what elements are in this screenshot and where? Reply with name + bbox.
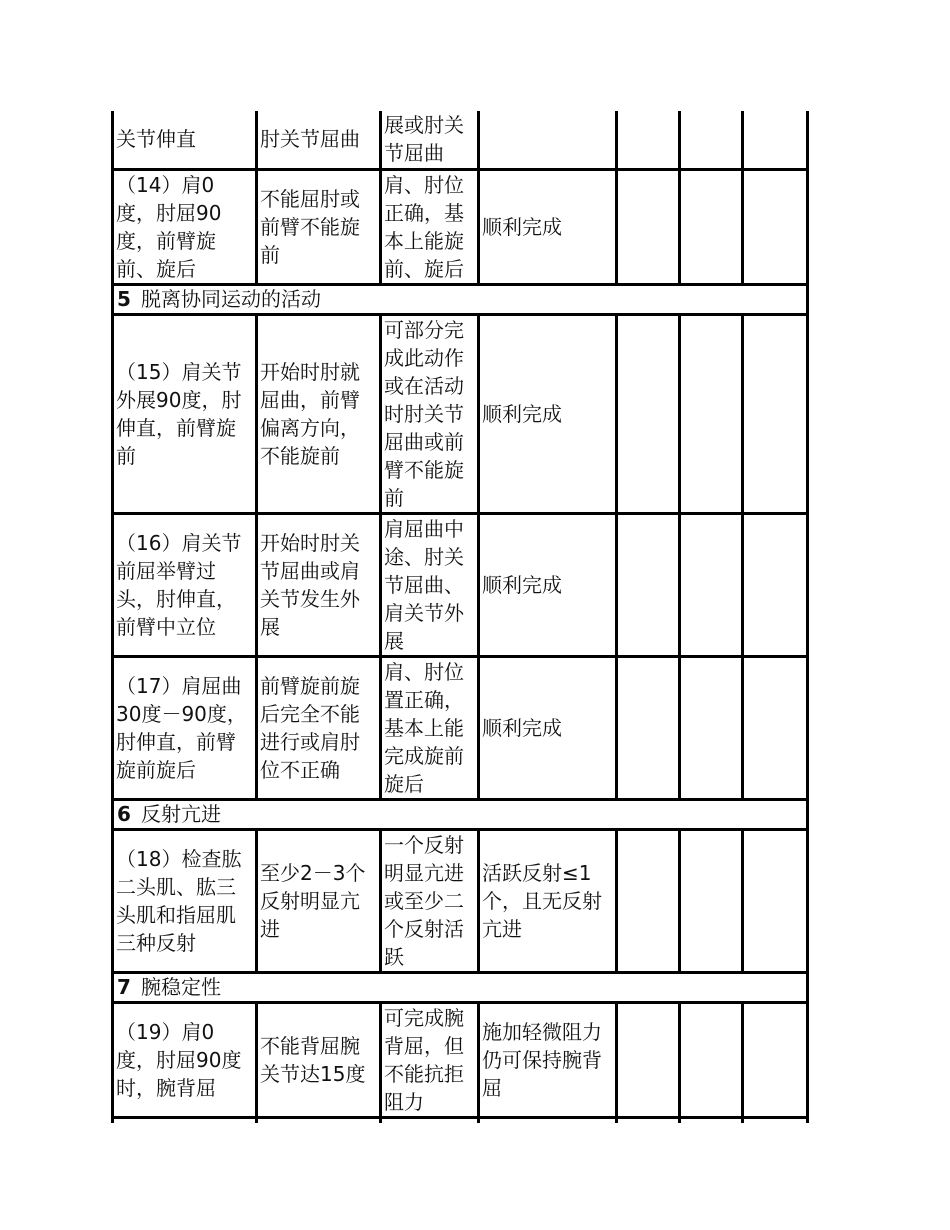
cell-test-item: 关节伸直 xyxy=(113,111,257,169)
cell-blank xyxy=(680,656,743,799)
table-row xyxy=(113,513,808,656)
section-number: 5 xyxy=(117,287,131,311)
section-title: 反射亢进 xyxy=(141,802,221,826)
cell-blank xyxy=(680,1117,743,1123)
cell-score-2: 顺利完成 xyxy=(479,513,617,656)
cell-blank xyxy=(680,111,743,169)
section-row xyxy=(113,284,808,314)
cell-test-item: （15）肩关节外展90度，肘伸直，前臂旋前 xyxy=(113,314,257,513)
cell-blank xyxy=(680,169,743,284)
cell-blank xyxy=(617,1002,680,1117)
cell-blank xyxy=(743,829,808,972)
cell-score-0: 开始时肘就屈曲，前臂偏离方向，不能旋前 xyxy=(257,314,381,513)
cell-score-2: 施加轻微阻力仍可保持腕背屈 xyxy=(479,1002,617,1117)
cell-score-1: 可部分完成此动作或在活动时肘关节屈曲或前臂不能旋前 xyxy=(381,314,479,513)
cell-score-0: 前臂旋前旋后完全不能进行或肩肘位不正确 xyxy=(257,656,381,799)
section-heading xyxy=(113,799,808,829)
cell-score-2 xyxy=(479,111,617,169)
cell-test-item: （14）肩0度，肘屈90度，前臂旋前、旋后 xyxy=(113,169,257,284)
cell-test-item: （16）肩关节前屈举臂过头，肘伸直，前臂中立位 xyxy=(113,513,257,656)
cell-score-2: 活跃反射≤1个，且无反射亢进 xyxy=(479,829,617,972)
cell-score-2: 顺利完成 xyxy=(479,169,617,284)
cell-score-0: 不能屈肘或前臂不能旋前 xyxy=(257,169,381,284)
section-number: 6 xyxy=(117,802,131,826)
cell-blank xyxy=(617,656,680,799)
section-number: 7 xyxy=(117,975,131,999)
cell-blank xyxy=(479,1117,617,1123)
cell-score-0: 至少2－3个反射明显亢进 xyxy=(257,829,381,972)
cell-score-2: 顺利完成 xyxy=(479,656,617,799)
cell-score-1: 肩、肘位置正确，基本上能完成旋前旋后 xyxy=(381,656,479,799)
table-row xyxy=(113,1002,808,1117)
table-row xyxy=(113,829,808,972)
cell-test-item: （17）肩屈曲30度－90度，肘伸直，前臂旋前旋后 xyxy=(113,656,257,799)
cell-test-item: （18）检查肱二头肌、肱三头肌和指屈肌三种反射 xyxy=(113,829,257,972)
cell-score-1: 肩、肘位正确，基本上能旋前、旋后 xyxy=(381,169,479,284)
section-row xyxy=(113,799,808,829)
section-heading xyxy=(113,284,808,314)
cell-blank xyxy=(617,111,680,169)
section-heading xyxy=(113,972,808,1002)
cell-blank xyxy=(680,314,743,513)
cell-score-1: 一个反射明显亢进或至少二个反射活跃 xyxy=(381,829,479,972)
cell-test-item: （19）肩0度，肘屈90度时，腕背屈 xyxy=(113,1002,257,1117)
cell-blank xyxy=(680,829,743,972)
cell-blank xyxy=(113,1117,257,1123)
cell-blank xyxy=(743,1002,808,1117)
cell-blank xyxy=(680,513,743,656)
cell-blank xyxy=(617,1117,680,1123)
cell-blank xyxy=(743,111,808,169)
table-row xyxy=(113,111,808,169)
cell-blank xyxy=(743,314,808,513)
cell-score-0: 开始时肘关节屈曲或肩关节发生外展 xyxy=(257,513,381,656)
table-row xyxy=(113,169,808,284)
document-page xyxy=(111,111,806,1123)
cell-blank xyxy=(743,656,808,799)
cell-score-1: 肩屈曲中途、肘关节屈曲、肩关节外展 xyxy=(381,513,479,656)
cell-score-0: 不能背屈腕关节达15度 xyxy=(257,1002,381,1117)
cell-score-1: 展或肘关节屈曲 xyxy=(381,111,479,169)
cell-score-0: 肘关节屈曲 xyxy=(257,111,381,169)
cell-blank xyxy=(257,1117,381,1123)
cell-blank xyxy=(617,513,680,656)
table-row xyxy=(113,314,808,513)
cell-blank xyxy=(743,1117,808,1123)
table-row-continued xyxy=(113,1117,808,1123)
section-title: 脱离协同运动的活动 xyxy=(141,287,321,311)
cell-blank xyxy=(743,513,808,656)
cell-blank xyxy=(617,169,680,284)
cell-blank xyxy=(381,1117,479,1123)
cell-blank xyxy=(743,169,808,284)
cell-score-2: 顺利完成 xyxy=(479,314,617,513)
table-row xyxy=(113,656,808,799)
section-title: 腕稳定性 xyxy=(141,975,221,999)
section-row xyxy=(113,972,808,1002)
assessment-table xyxy=(111,111,809,1123)
cell-blank xyxy=(680,1002,743,1117)
cell-blank xyxy=(617,829,680,972)
cell-blank xyxy=(617,314,680,513)
cell-score-1: 可完成腕背屈，但不能抗拒阻力 xyxy=(381,1002,479,1117)
